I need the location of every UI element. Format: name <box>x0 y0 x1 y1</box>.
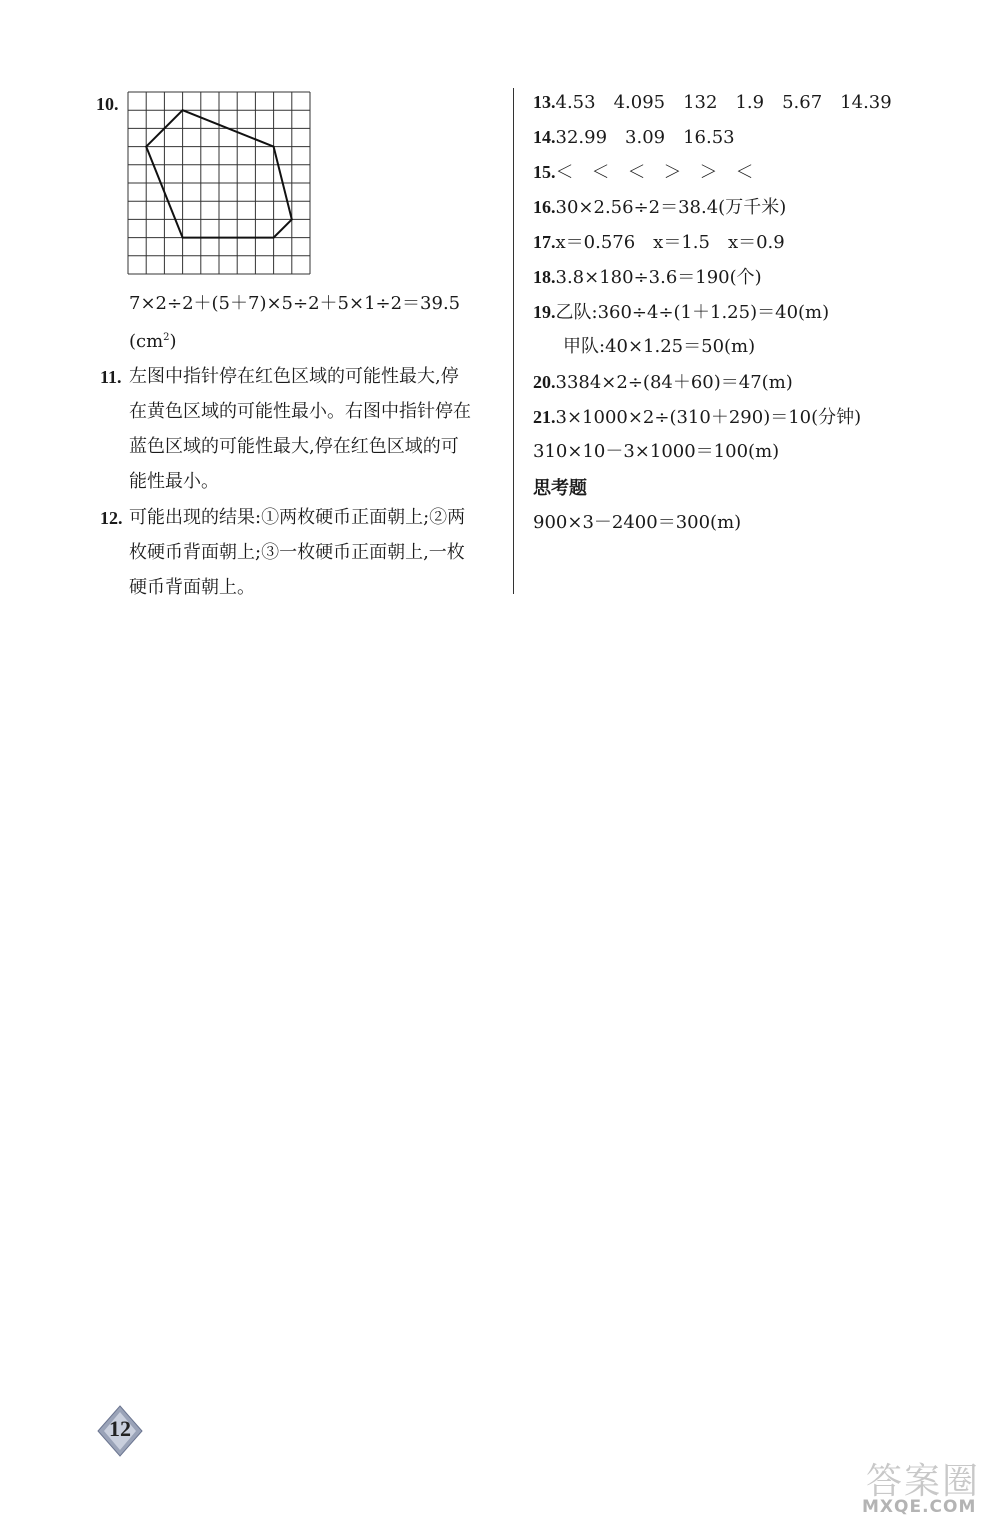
q12-line-1: 可能出现的结果:①两枚硬币正面朝上;②两 <box>129 507 466 528</box>
q19: 19.乙队:360÷4÷(1＋1.25)＝40(m) <box>533 302 830 323</box>
grid-figure <box>126 90 312 280</box>
q18: 18.3.8×180÷3.6＝190(个) <box>533 267 762 288</box>
thinking-answer: 900×3－2400＝300(m) <box>533 512 742 533</box>
q14: 14.32.99 3.09 16.53 <box>533 127 735 148</box>
page-number: 12 <box>109 1416 131 1441</box>
page-number-badge <box>96 1404 152 1458</box>
q21-line-2: 310×10－3×1000＝100(m) <box>533 441 780 462</box>
q10-formula: 7×2÷2＋(5＋7)×5÷2＋5×1÷2＝39.5 <box>129 293 461 314</box>
q20: 20.3384×2÷(84＋60)＝47(m) <box>533 372 793 393</box>
column-divider <box>513 88 514 594</box>
q16: 16.30×2.56÷2＝38.4(万千米) <box>533 197 787 218</box>
q11-number: 11. <box>100 367 122 387</box>
q19-line-2: 甲队:40×1.25＝50(m) <box>563 336 756 357</box>
q11-line-3: 蓝色区域的可能性最大,停在红色区域的可 <box>129 436 459 457</box>
q12-line-2: 枚硬币背面朝上;③一枚硬币正面朝上,一枚 <box>129 542 465 563</box>
q11-line-2: 在黄色区域的可能性最小。右图中指针停在 <box>129 401 471 422</box>
q12-number: 12. <box>100 508 123 528</box>
q21: 21.3×1000×2÷(310＋290)＝10(分钟) <box>533 407 862 428</box>
thinking-title: 思考题 <box>533 478 587 499</box>
q12-line-3: 硬币背面朝上。 <box>129 577 255 598</box>
q10-number: 10. <box>96 94 119 114</box>
q13: 13.4.53 4.095 132 1.9 5.67 14.39 <box>533 92 892 113</box>
watermark-glyphs: 答案圈 <box>866 1461 981 1502</box>
watermark-text: MXQE.COM <box>862 1497 977 1517</box>
q15: 15.＜ ＜ ＜ ＞ ＞ ＜ <box>533 162 754 183</box>
watermark <box>852 1449 992 1519</box>
q10-unit: $(cm^2)$ <box>129 331 177 352</box>
q11-line-1: 左图中指针停在红色区域的可能性最大,停 <box>129 366 459 387</box>
q17: 17.x＝0.576 x＝1.5 x＝0.9 <box>533 232 785 253</box>
q11-line-4: 能性最小。 <box>129 471 219 492</box>
